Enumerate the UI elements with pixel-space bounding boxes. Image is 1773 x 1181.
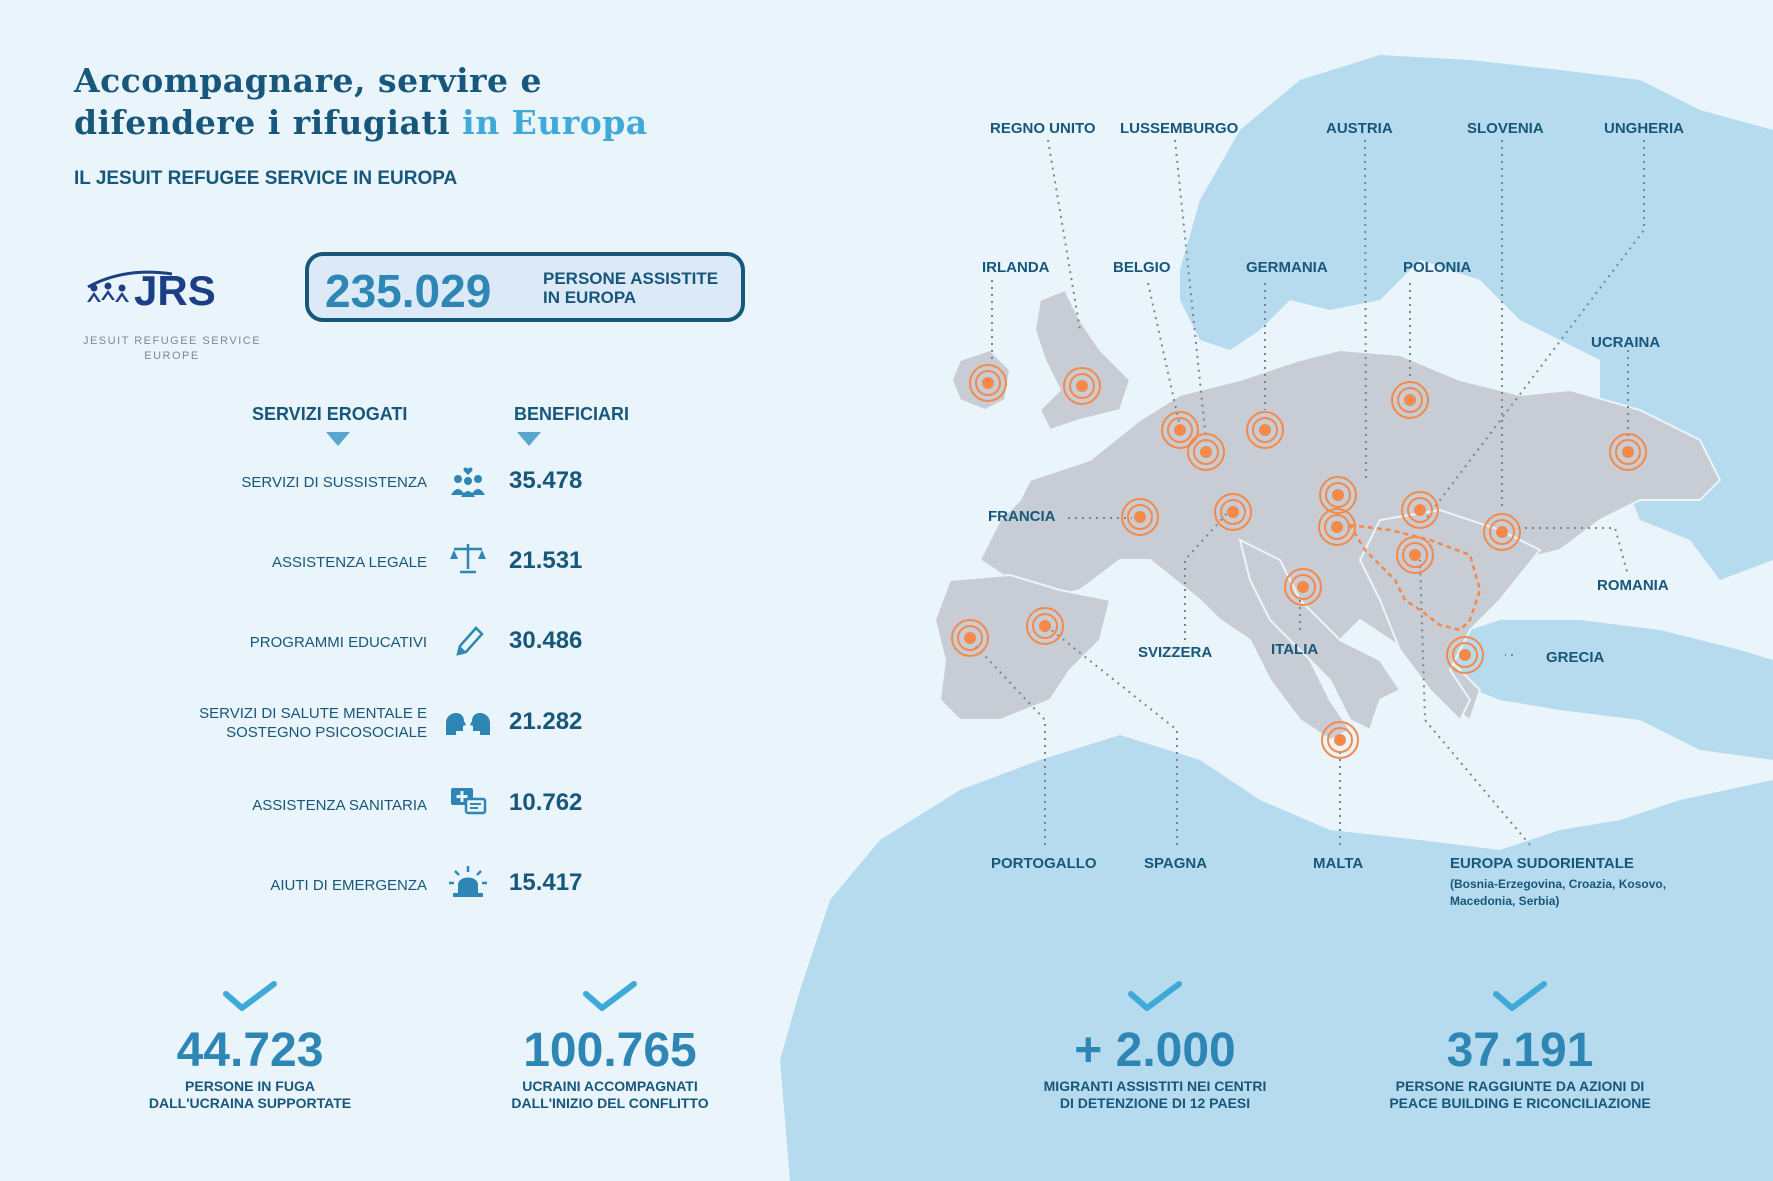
country-label-germania: GERMANIA [1246, 259, 1328, 276]
stat-value: + 2.000 [1074, 1024, 1236, 1077]
heads-icon [442, 705, 494, 739]
marker-polonia [1392, 382, 1428, 418]
logo-line2: EUROPE [144, 350, 200, 362]
service-value-legale: 21.531 [509, 547, 583, 574]
title-line2: difendere i rifugiati [74, 103, 451, 142]
country-label-spagna: SPAGNA [1144, 855, 1208, 872]
service-value-educativi: 30.486 [509, 627, 583, 654]
country-label-portogallo: PORTOGALLO [991, 855, 1097, 872]
country-label-malta: MALTA [1313, 855, 1364, 872]
people-heart-icon [448, 465, 488, 499]
land-ireland [952, 350, 1010, 410]
check-icon [1127, 980, 1183, 1012]
stat-peace-building [1350, 980, 1690, 1112]
country-label-ucraina: UCRAINA [1591, 334, 1661, 351]
services-arrow-icon [326, 432, 350, 446]
title-line1: Accompagnare, servire e [74, 61, 543, 100]
logo-line1: JESUIT REFUGEE SERVICE [82, 335, 262, 347]
stat-label: UCRAINI ACCOMPAGNATI DALL'INIZIO DEL CONFLITTO [511, 1078, 709, 1111]
service-value-emergenza: 15.417 [509, 869, 583, 896]
scales-icon [448, 541, 488, 575]
country-label-francia: FRANCIA [988, 508, 1056, 525]
title-highlight: in Europa [462, 103, 648, 142]
europa-sud-countries-note: (Bosnia-Erzegovina, Croazia, Kosovo, Macedonia, Serbia) [1450, 877, 1667, 908]
marker-europa-sud [1397, 537, 1433, 573]
land-turkey [1440, 620, 1773, 760]
stat-ucraina-fuga [110, 980, 390, 1112]
marker-malta [1322, 722, 1358, 758]
service-label-salute-mentale: SERVIZI DI SALUTE MENTALE E SOSTEGNO PSICOSOCIALE [199, 705, 427, 741]
country-label-ungheria: UNGHERIA [1604, 120, 1685, 137]
country-label-belgio: BELGIO [1113, 259, 1171, 276]
service-label-legale: ASSISTENZA LEGALE [271, 554, 427, 571]
total-label-line1: PERSONE ASSISTITE [543, 269, 719, 288]
check-icon [582, 980, 638, 1012]
service-label-educativi: PROGRAMMI EDUCATIVI [249, 634, 427, 651]
stat-label: PERSONE RAGGIUNTE DA AZIONI DI PEACE BUILDING E RICONCILIAZIONE [1389, 1078, 1651, 1111]
total-assisted-label [543, 269, 743, 307]
column-header-beneficiaries: BENEFICIARI [514, 404, 630, 424]
country-label-romania: ROMANIA [1597, 577, 1669, 594]
marker-romania [1484, 514, 1520, 550]
country-label-slovenia: SLOVENIA [1467, 120, 1544, 137]
marker-svizzera [1215, 494, 1251, 530]
logo-mark: JRS [134, 267, 216, 314]
stat-value: 44.723 [176, 1024, 324, 1077]
beneficiaries-arrow-icon [517, 432, 541, 446]
marker-ungheria [1402, 492, 1438, 528]
country-label-lussemburgo: LUSSEMBURGO [1120, 120, 1239, 137]
country-label-irlanda: IRLANDA [982, 259, 1050, 276]
total-assisted-value: 235.029 [325, 265, 492, 317]
land-africa [780, 735, 1773, 1181]
total-assisted-box [305, 252, 745, 322]
country-label-regno-unito: REGNO UNITO [990, 120, 1096, 137]
marker-germania [1247, 412, 1283, 448]
check-icon [222, 980, 278, 1012]
marker-francia [1122, 499, 1158, 535]
service-label-sanitaria: ASSISTENZA SANITARIA [252, 797, 427, 814]
marker-belgio [1162, 412, 1198, 448]
marker-italia [1285, 569, 1321, 605]
stat-label: MIGRANTI ASSISTITI NEI CENTRI DI DETENZIONE DI 12 PAESI [1043, 1078, 1267, 1111]
marker-slovenia [1319, 509, 1355, 545]
medical-chat-icon [448, 785, 488, 819]
total-label-line2: IN EUROPA [543, 288, 637, 307]
marker-portogallo [952, 620, 988, 656]
column-header-services: SERVIZI EROGATI [252, 404, 408, 424]
pencil-icon [448, 624, 488, 658]
service-value-sussistenza: 35.478 [509, 467, 583, 494]
marker-lussemburgo [1188, 434, 1224, 470]
stat-value: 37.191 [1446, 1024, 1594, 1077]
service-value-salute-mentale: 21.282 [509, 708, 583, 735]
country-label-polonia: POLONIA [1403, 259, 1472, 276]
marker-austria [1320, 477, 1356, 513]
marker-regno-unito [1064, 368, 1100, 404]
country-label-grecia: GRECIA [1546, 649, 1605, 666]
country-label-italia: ITALIA [1271, 641, 1319, 658]
marker-ucraina [1610, 434, 1646, 470]
check-icon [1492, 980, 1548, 1012]
siren-icon [448, 865, 488, 899]
country-label-austria: AUSTRIA [1326, 120, 1393, 137]
service-label-emergenza: AIUTI DI EMERGENZA [270, 877, 427, 894]
stat-ucraini-accompagnati [460, 980, 760, 1112]
service-label-sussistenza: SERVIZI DI SUSSISTENZA [241, 474, 427, 491]
logo-subtext [82, 334, 262, 364]
marker-irlanda [970, 365, 1006, 401]
marker-grecia [1447, 637, 1483, 673]
stat-value: 100.765 [523, 1024, 697, 1077]
stat-migranti-detenzione [1000, 980, 1310, 1112]
country-label-europa-sud: EUROPA SUDORIENTALE [1450, 855, 1634, 872]
country-label-svizzera: SVIZZERA [1138, 644, 1213, 661]
service-value-sanitaria: 10.762 [509, 789, 583, 816]
stat-label: PERSONE IN FUGA DALL'UCRAINA SUPPORTATE [148, 1078, 352, 1111]
marker-spagna [1027, 608, 1063, 644]
page-title [74, 60, 648, 144]
land-uk [1035, 290, 1130, 430]
page-subtitle: IL JESUIT REFUGEE SERVICE IN EUROPA [74, 168, 458, 189]
